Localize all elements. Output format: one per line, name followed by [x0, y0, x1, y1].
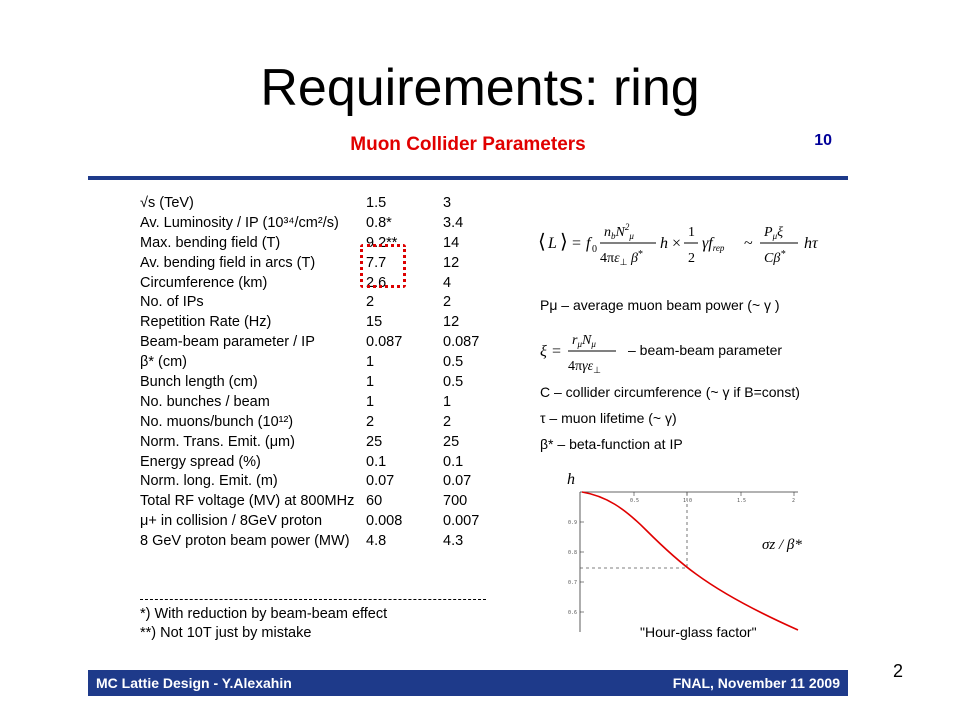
tick-label: 0.5 [630, 498, 640, 504]
footnote-2: **) Not 10T just by mistake [140, 625, 312, 641]
table-row [140, 512, 490, 532]
svg-text:=: = [572, 235, 582, 252]
param-value-1: 0.07 [366, 473, 395, 490]
param-value-1: 25 [366, 433, 383, 450]
divider-dashed [140, 599, 486, 600]
param-value-2: 12 [443, 314, 460, 331]
svg-text:rμNμ: $r_\mu N_\mu$ [572, 333, 596, 349]
plot-caption: "Hour-glass factor" [640, 624, 757, 640]
tick-label: 0.6 [568, 610, 578, 616]
circumference-description: C – collider circumference (~ γ if B=const) [540, 384, 800, 400]
param-value-2: 25 [443, 433, 460, 450]
lifetime-description: τ – muon lifetime (~ γ) [540, 410, 677, 426]
param-value-2: 4.3 [443, 533, 464, 550]
param-value-2: 0.007 [443, 513, 480, 530]
footer-bar [88, 670, 848, 696]
table-row [140, 214, 490, 234]
table-row [140, 313, 490, 333]
table-row [140, 254, 490, 274]
footnote-1: *) With reduction by beam-beam effect [140, 606, 388, 622]
param-value-2: 4 [443, 274, 452, 291]
table-row [140, 194, 490, 214]
param-value-1: 60 [366, 493, 383, 510]
svg-text:L: L [548, 235, 557, 252]
panel-number: 10 [814, 132, 832, 149]
tick-label: 0.9 [568, 520, 578, 526]
table-row [140, 333, 490, 353]
luminosity-formula [536, 210, 836, 276]
param-value-2: 0.1 [443, 453, 464, 470]
svg-text:2: 2 [688, 251, 695, 266]
param-name: Norm. Trans. Emit. (μm) [140, 433, 295, 450]
beta-description: β* – beta-function at IP [540, 436, 683, 452]
param-name: μ+ in collision / 8GeV proton [140, 513, 323, 530]
param-name: No. muons/bunch (10¹²) [140, 413, 294, 430]
param-name: Circumference (km) [140, 274, 268, 291]
param-name: Beam-beam parameter / IP [140, 334, 315, 351]
svg-text:⟩: ⟩ [560, 231, 568, 253]
power-description: Pμ – average muon beam power (~ γ ) [540, 297, 780, 313]
svg-text:γfrep: γfrep [702, 235, 725, 253]
param-name: No. bunches / beam [140, 393, 270, 410]
table-row [140, 393, 490, 413]
param-value-1: 7.7 [366, 254, 387, 271]
table-row [140, 293, 490, 313]
tick-label: 1.5 [737, 498, 747, 504]
svg-text:=: = [552, 343, 562, 360]
svg-text:4πε⊥ β*: $4\pi\varepsilon_\perp$ β* [600, 249, 643, 267]
beam-beam-description: – beam-beam parameter [628, 342, 783, 358]
plot-y-label: h [567, 471, 575, 488]
svg-text:hτ: hτ [804, 235, 818, 252]
svg-text:⟨: ⟨ [538, 231, 546, 253]
param-value-1: 2.6 [366, 274, 387, 291]
param-name: Total RF voltage (MV) at 800MHz [140, 493, 355, 510]
table-row [140, 453, 490, 473]
param-value-2: 2 [443, 294, 452, 311]
param-value-1: 15 [366, 314, 383, 331]
param-value-1: 0.008 [366, 513, 403, 530]
svg-text:~: ~ [744, 235, 753, 252]
svg-text:ξ: ξ [540, 343, 547, 360]
param-value-1: 1 [366, 374, 375, 391]
beam-beam-formula [540, 324, 620, 380]
param-value-1: 1 [366, 354, 375, 371]
param-value-2: 3.4 [443, 214, 464, 231]
tick-label: 0.8 [568, 550, 578, 556]
tick-label: 0.7 [568, 580, 578, 586]
table-row [140, 413, 490, 433]
param-name: 8 GeV proton beam power (MW) [140, 533, 350, 550]
param-value-1: 0.087 [366, 334, 403, 351]
param-value-1: 2 [366, 294, 375, 311]
plot-x-label: σz / β* [762, 537, 802, 553]
param-name: √s (TeV) [140, 195, 194, 211]
svg-text:nbN2μ: $n_bN^2_\mu$ [604, 222, 634, 241]
table-row [140, 433, 490, 453]
param-value-2: 14 [443, 234, 460, 251]
param-value-1: 9.2** [366, 234, 398, 251]
param-value-2: 3 [443, 195, 452, 211]
svg-text:×: × [672, 235, 682, 252]
tick-label: 2 [792, 498, 796, 504]
table-row [140, 472, 490, 492]
param-value-1: 0.8* [366, 214, 392, 231]
footer-left: MC Lattie Design - Y.Alexahin [96, 675, 292, 691]
svg-text:0: 0 [592, 244, 597, 255]
param-value-1: 0.1 [366, 453, 387, 470]
table-row [140, 353, 490, 373]
panel-divider [88, 176, 848, 180]
svg-text:Pμξ: $P_\mu\xi$ [764, 225, 784, 241]
param-name: Norm. long. Emit. (m) [140, 473, 278, 490]
svg-text:1: 1 [688, 225, 695, 240]
param-value-2: 12 [443, 254, 460, 271]
param-name: β* (cm) [140, 354, 187, 371]
param-name: Bunch length (cm) [140, 374, 258, 391]
param-value-2: 0.087 [443, 334, 480, 351]
param-value-2: 0.5 [443, 374, 464, 391]
param-name: Av. bending field in arcs (T) [140, 254, 316, 271]
parameters-table [140, 194, 490, 552]
param-value-1: 1.5 [366, 195, 387, 211]
svg-text:Cβ*: Cβ* [764, 249, 786, 266]
slide-title: Requirements: ring [260, 59, 700, 117]
param-name: Max. bending field (T) [140, 234, 281, 251]
table-row [140, 373, 490, 393]
page-number: 2 [893, 661, 904, 681]
param-value-2: 1 [443, 393, 452, 410]
param-name: Repetition Rate (Hz) [140, 314, 272, 331]
svg-text:h: h [660, 235, 668, 252]
footer-right: FNAL, November 11 2009 [672, 675, 840, 691]
tick-label: 1.0 [683, 498, 693, 504]
param-value-2: 2 [443, 413, 452, 430]
param-value-2: 0.5 [443, 354, 464, 371]
hourglass-curve [582, 492, 798, 630]
param-name: Av. Luminosity / IP (10³⁴/cm²/s) [140, 214, 339, 231]
highlight-box [360, 244, 406, 288]
svg-text:4πγε⊥: 4πγε$_\perp$ [568, 359, 601, 375]
param-value-1: 4.8 [366, 533, 387, 550]
param-value-2: 0.07 [443, 473, 472, 490]
param-value-1: 2 [366, 413, 375, 430]
param-name: Energy spread (%) [140, 453, 261, 470]
hourglass-plot [566, 474, 816, 634]
param-value-1: 1 [366, 393, 375, 410]
table-row [140, 234, 490, 254]
svg-text:f: f [586, 235, 591, 252]
table-row [140, 532, 490, 552]
table-row [140, 274, 490, 294]
table-row [140, 492, 490, 512]
panel-title: Muon Collider Parameters [350, 134, 586, 155]
param-value-2: 700 [443, 493, 468, 510]
param-name: No. of IPs [140, 294, 204, 311]
